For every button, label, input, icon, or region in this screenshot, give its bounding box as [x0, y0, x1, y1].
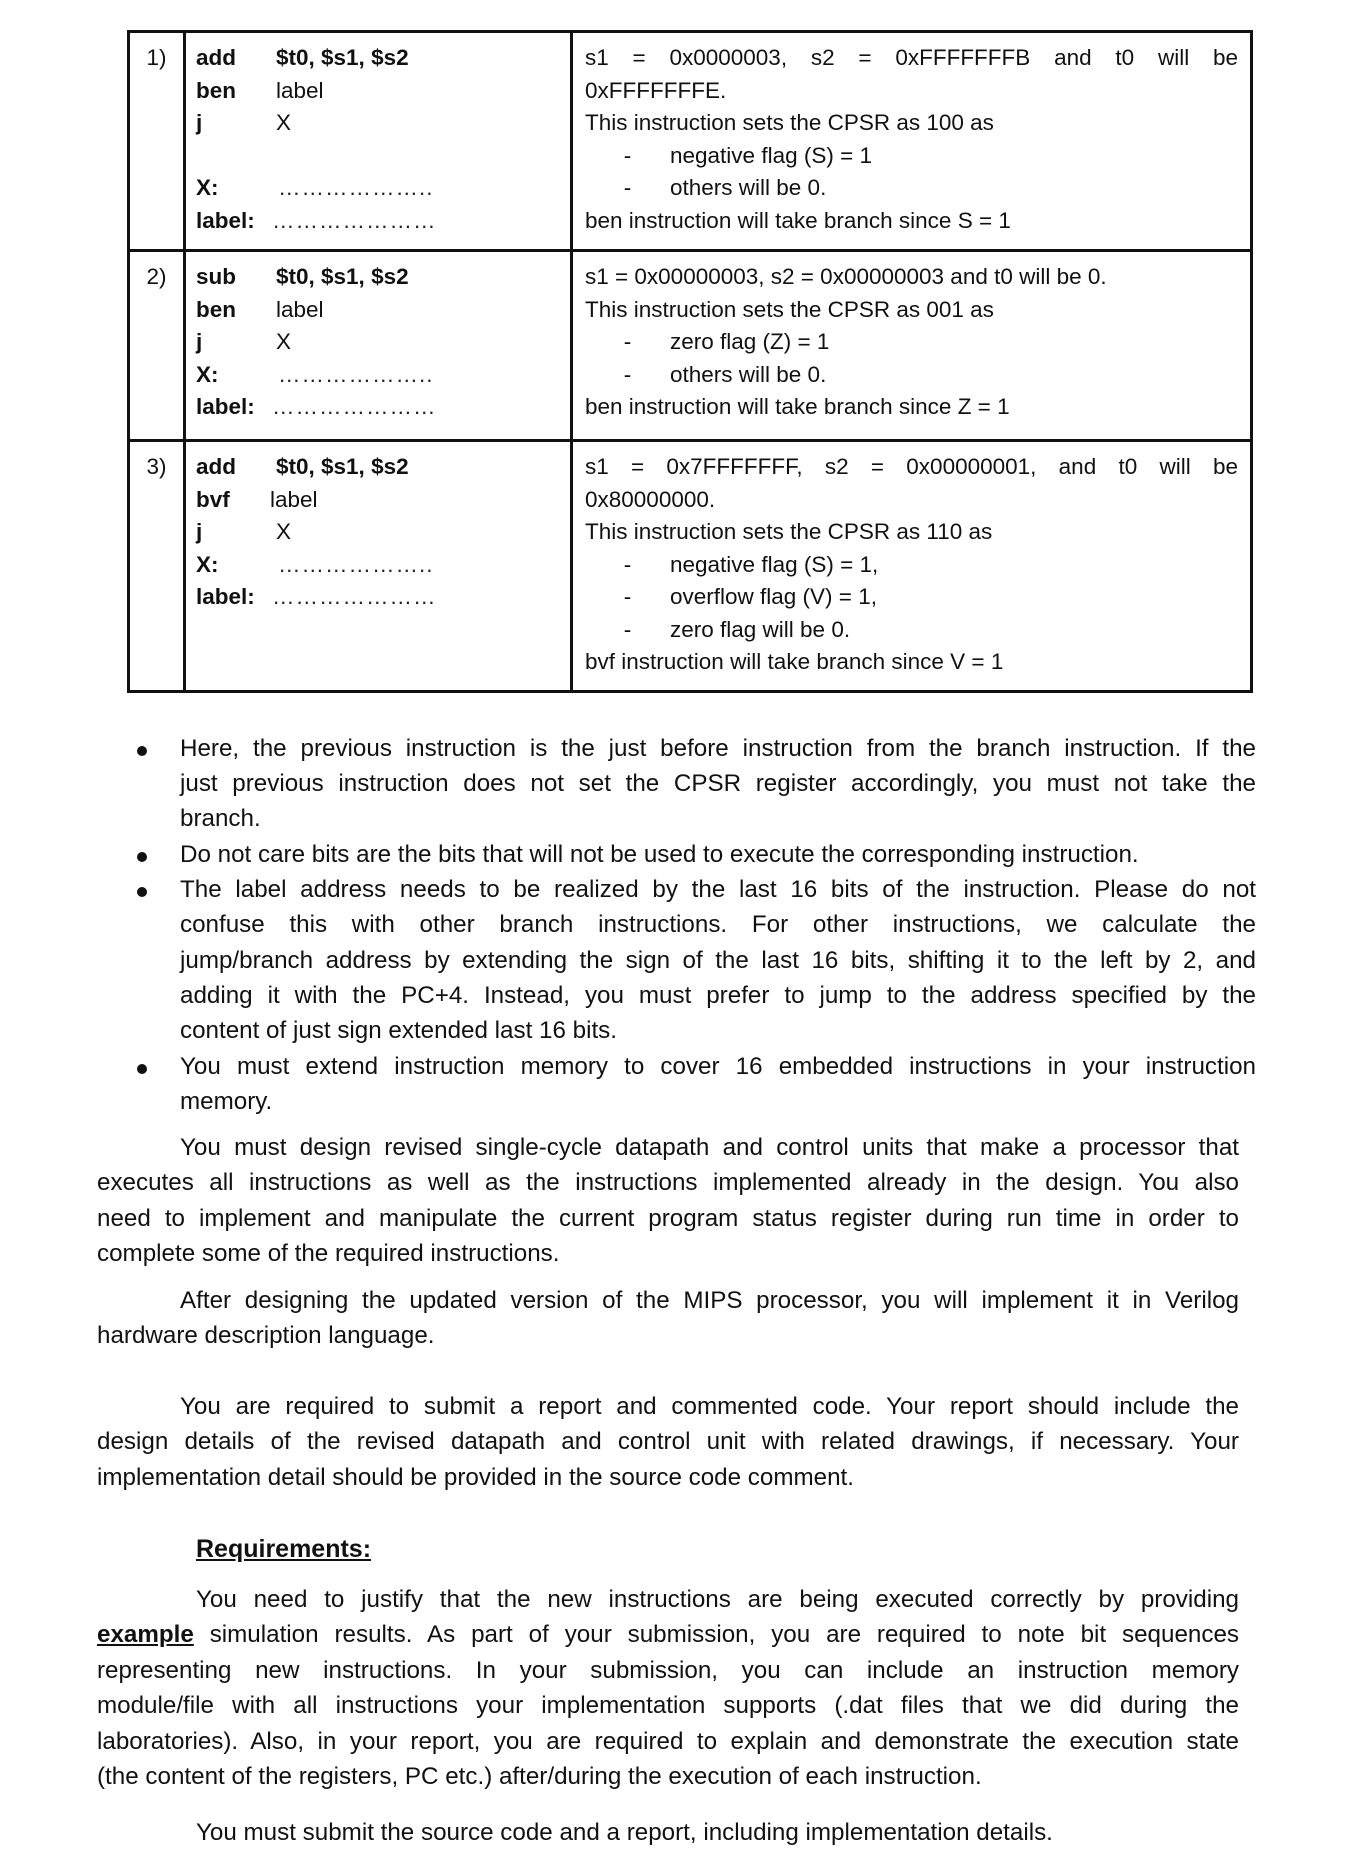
- desc-line: 0xFFFFFFFE.: [585, 77, 727, 103]
- code-line: ben label: [196, 77, 324, 103]
- bullet-text: Here, the previous instruction is the just before instruction from the branch instruction. If the: [180, 735, 1256, 762]
- bullet-text: memory.: [180, 1088, 273, 1115]
- code-line: ben label: [196, 296, 324, 322]
- table-row: [129, 441, 1252, 692]
- desc-line: ben instruction will take branch since S = 1: [585, 207, 1011, 233]
- code-line: X: ………………..: [196, 361, 434, 387]
- example-emphasis: example: [97, 1621, 194, 1648]
- code-line: label: …………………: [196, 394, 437, 419]
- bullet-dot: [137, 731, 147, 767]
- paragraph-line: example simulation results. As part of your submission, you are required to note bit sequences: [97, 1621, 1239, 1648]
- desc-line: s1 = 0x00000003, s2 = 0x00000003 and t0 will be 0.: [585, 264, 1107, 289]
- paragraph-line: need to implement and manipulate the current program status register during run time in order to: [97, 1205, 1239, 1232]
- row-number: 2): [129, 251, 185, 441]
- code-line: sub $t0, $s1, $s2: [196, 264, 409, 289]
- paragraph-line: You must design revised single-cycle datapath and control units that make a processor that: [180, 1134, 1239, 1161]
- flag-item: - negative flag (S) = 1,: [623, 551, 879, 577]
- table-row: [129, 251, 1252, 441]
- desc-line: s1 = 0x7FFFFFFF, s2 = 0x00000001, and t0 will be: [585, 454, 1238, 479]
- bullet-text: The label address needs to be realized by the last 16 bits of the instruction. Please do not: [180, 876, 1256, 903]
- row-number: 3): [129, 441, 185, 692]
- flag-item: - overflow flag (V) = 1,: [623, 584, 877, 609]
- paragraph-line: complete some of the required instructions.: [97, 1240, 560, 1267]
- desc-line: This instruction sets the CPSR as 110 as: [585, 519, 993, 544]
- code-line: X: ………………..: [196, 551, 434, 577]
- bullet-text: just previous instruction does not set the CPSR register accordingly, you must not take the: [180, 770, 1256, 797]
- code-cell: [185, 441, 572, 692]
- flag-item: - others will be 0.: [623, 361, 827, 387]
- desc-line: This instruction sets the CPSR as 001 as: [585, 296, 994, 322]
- desc-line: This instruction sets the CPSR as 100 as: [585, 110, 994, 135]
- code-line: label: …………………: [196, 207, 437, 233]
- paragraph-line: representing new instructions. In your submission, you can include an instruction memory: [97, 1657, 1239, 1684]
- examples-table: [127, 30, 1253, 693]
- code-line: j X: [196, 110, 292, 135]
- code-line: j X: [196, 519, 292, 544]
- row-number: 1): [129, 32, 185, 251]
- code-line: bvf label: [196, 486, 318, 512]
- description-cell: [572, 251, 1252, 441]
- paragraph-line: You need to justify that the new instructions are being executed correctly by providing: [196, 1586, 1239, 1613]
- bullet-text: jump/branch address by extending the sign of the last 16 bits, shifting it to the left by 2, and: [180, 947, 1256, 974]
- bullet-text: confuse this with other branch instructions. For other instructions, we calculate the: [180, 911, 1256, 938]
- flag-item: - negative flag (S) = 1: [623, 142, 872, 168]
- description-cell: [572, 441, 1252, 692]
- paragraph-line: design details of the revised datapath and control unit with related drawings, if necessary. Your: [97, 1428, 1239, 1455]
- code-cell: [185, 32, 572, 251]
- paragraph-line: (the content of the registers, PC etc.) after/during the execution of each instruction.: [97, 1763, 982, 1790]
- table-row: [129, 32, 1252, 251]
- desc-line: bvf instruction will take branch since V = 1: [585, 649, 1004, 674]
- bullet-dot: [137, 1049, 147, 1085]
- paragraph-line: After designing the updated version of the MIPS processor, you will implement it in Verilog: [180, 1287, 1239, 1314]
- bullet-text: content of just sign extended last 16 bits.: [180, 1017, 617, 1044]
- desc-line: 0x80000000.: [585, 486, 716, 512]
- flag-item: - zero flag (Z) = 1: [623, 329, 830, 354]
- paragraph-line: implementation detail should be provided in the source code comment.: [97, 1464, 854, 1491]
- code-line: add $t0, $s1, $s2: [196, 45, 409, 70]
- description-cell: [572, 32, 1252, 251]
- code-line: add $t0, $s1, $s2: [196, 454, 409, 479]
- paragraph-line: module/file with all instructions your implementation supports (.dat files that we did during the: [97, 1692, 1239, 1719]
- paragraph-line: hardware description language.: [97, 1322, 435, 1349]
- desc-line: s1 = 0x0000003, s2 = 0xFFFFFFFB and t0 will be: [585, 45, 1238, 70]
- flag-item: - zero flag will be 0.: [623, 616, 851, 642]
- code-line: X: ………………..: [196, 175, 434, 200]
- bullet-text: You must extend instruction memory to cover 16 embedded instructions in your instruction: [180, 1053, 1256, 1080]
- paragraph-line: executes all instructions as well as the instructions implemented already in the design. You also: [97, 1169, 1239, 1196]
- requirements-heading: Requirements:: [196, 1535, 372, 1563]
- bullet-text: Do not care bits are the bits that will not be used to execute the corresponding instruction.: [180, 841, 1139, 868]
- code-line: label: …………………: [196, 584, 437, 609]
- code-cell: [185, 251, 572, 441]
- bullet-text: branch.: [180, 805, 261, 832]
- bullet-text: adding it with the PC+4. Instead, you must prefer to jump to the address specified by the: [180, 982, 1256, 1009]
- bullet-dot: [137, 872, 147, 908]
- paragraph-line: laboratories). Also, in your report, you are required to explain and demonstrate the execution state: [97, 1728, 1239, 1755]
- paragraph-line: You are required to submit a report and commented code. Your report should include the: [180, 1393, 1239, 1420]
- flag-item: - others will be 0.: [623, 175, 827, 200]
- bullet-dot: [137, 837, 147, 873]
- paragraph-line: You must submit the source code and a report, including implementation details.: [196, 1819, 1053, 1846]
- code-line: j X: [196, 329, 292, 354]
- desc-line: ben instruction will take branch since Z = 1: [585, 394, 1010, 419]
